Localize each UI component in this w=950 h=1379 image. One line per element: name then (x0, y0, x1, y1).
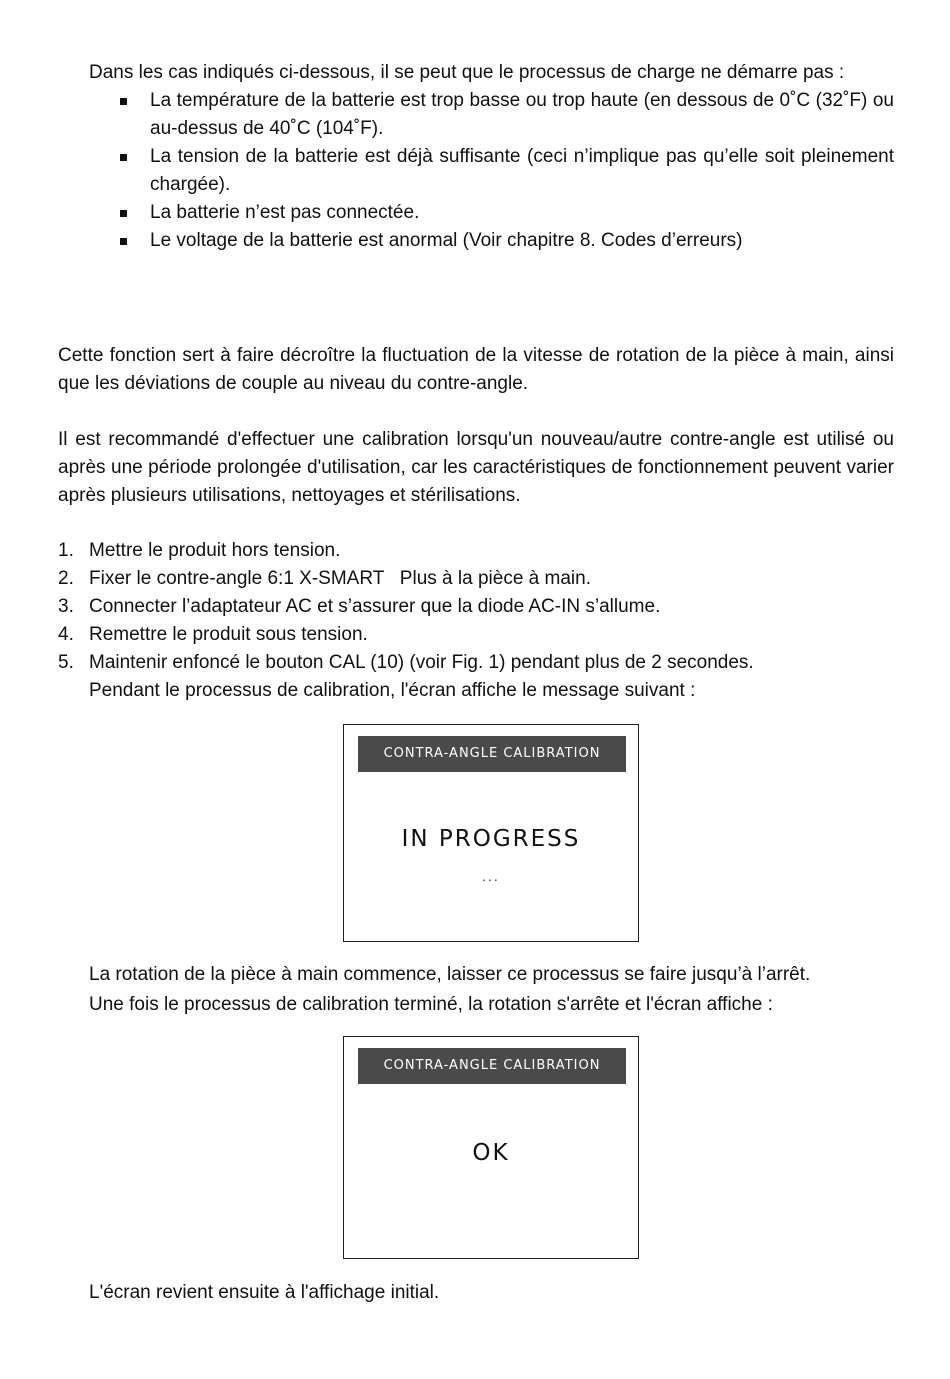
step-text: Mettre le produit hors tension. (89, 540, 341, 561)
step-number: 3. (58, 596, 74, 617)
step-number: 5. (58, 652, 74, 673)
charge-intro: Dans les cas indiqués ci-dessous, il se peut que le processus de charge ne démarre pas : (89, 62, 845, 83)
step-number: 1. (58, 540, 74, 561)
calibration-paragraph-1: Cette fonction sert à faire décroître la fluctuation de la vitesse de rotation de la pièce à main, ainsi que les déviations de couple au niveau du contre-angle. (58, 345, 894, 394)
screen-header: CONTRA-ANGLE CALIBRATION (358, 1048, 626, 1084)
after-calibration-text-1: La rotation de la pièce à main commence, laisser ce processus se faire jusqu’à l’arrêt. (89, 964, 811, 985)
final-text: L'écran revient ensuite à l'affichage initial. (89, 1282, 440, 1303)
step-note: Pendant le processus de calibration, l'écran affiche le message suivant : (89, 680, 696, 701)
after-calibration-text-2: Une fois le processus de calibration terminé, la rotation s'arrête et l'écran affiche : (89, 994, 773, 1015)
step-number: 2. (58, 568, 74, 589)
list-item: La batterie n’est pas connectée. (120, 199, 894, 227)
step-text: Maintenir enfoncé le bouton CAL (10) (voir Fig. 1) pendant plus de 2 secondes. (89, 652, 754, 673)
step-text: Connecter l’adaptateur AC et s’assurer que la diode AC-IN s’allume. (89, 596, 661, 617)
progress-dots: ... (482, 868, 500, 884)
step-item (58, 649, 898, 677)
list-item: La température de la batterie est trop basse ou trop haute (en dessous de 0˚C (32˚F) ou au-dessus de 40˚C (104˚F). (120, 87, 894, 143)
step-text: Fixer le contre-angle 6:1 X-SMART Plus à la pièce à main. (89, 568, 591, 589)
calibration-steps (58, 537, 898, 705)
step-item (58, 621, 898, 649)
calibration-screen-ok (343, 1036, 639, 1259)
step-text: Remettre le produit sous tension. (89, 624, 368, 645)
list-item: La tension de la batterie est déjà suffisante (ceci n’implique pas qu’elle soit pleinement chargée). (120, 143, 894, 199)
charge-conditions-list (120, 87, 894, 255)
list-item: Le voltage de la batterie est anormal (Voir chapitre 8. Codes d’erreurs) (120, 227, 894, 255)
step-item (58, 565, 898, 593)
screen-message: OK (472, 1140, 510, 1166)
step-number: 4. (58, 624, 74, 645)
calibration-screen-in-progress (343, 724, 639, 942)
step-item (58, 537, 898, 565)
step-item (58, 593, 898, 621)
screen-header: CONTRA-ANGLE CALIBRATION (358, 736, 626, 772)
screen-message: IN PROGRESS (401, 826, 581, 852)
calibration-paragraph-2: Il est recommandé d'effectuer une calibration lorsqu'un nouveau/autre contre-angle est utilisé ou après une période prolongée d'utilisation, car les caractéristiques de fonctionnement peuvent varier après plusieurs utilisations, nettoyages et stérilisations. (58, 429, 894, 506)
